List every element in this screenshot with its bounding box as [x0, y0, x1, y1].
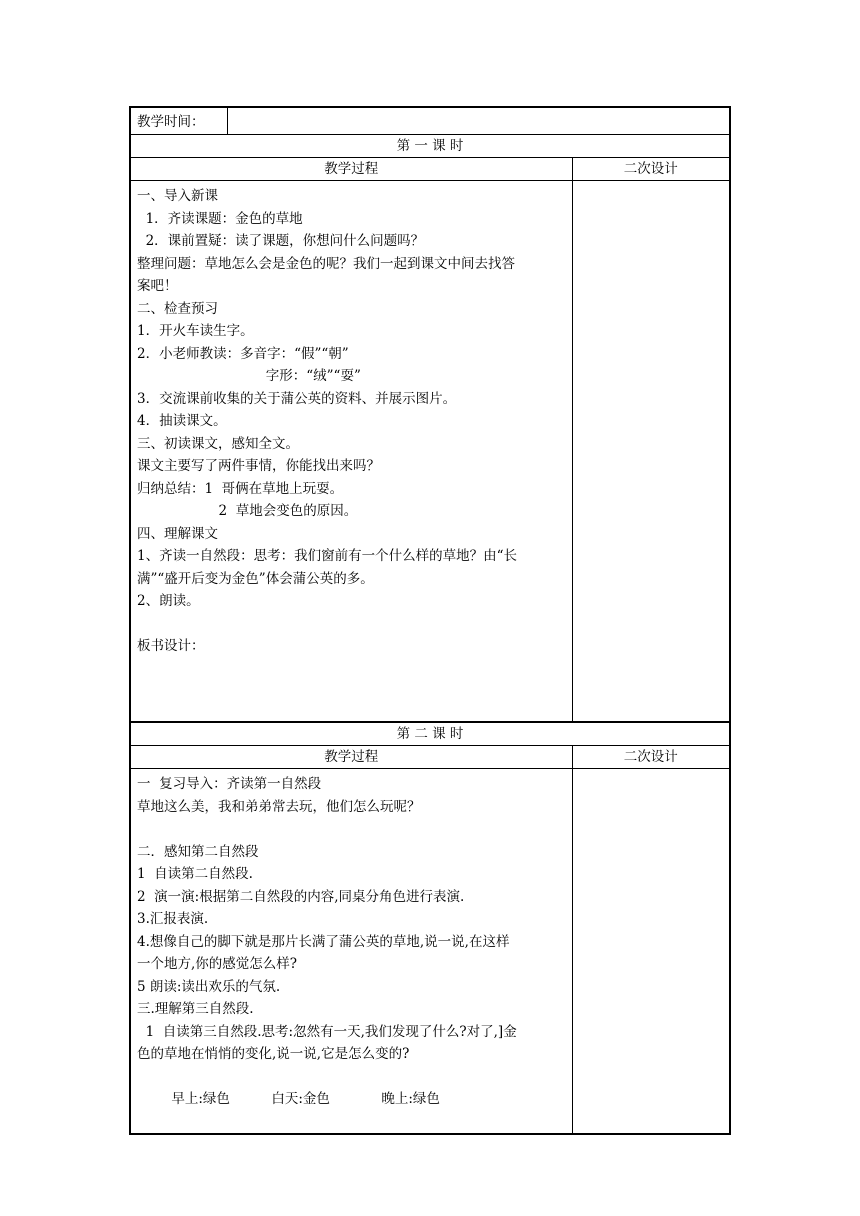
lesson1-process-line: 一、导入新课	[137, 188, 218, 204]
lesson2-process-line: 1 自读第三自然段.思考:忽然有一天,我们发现了什么?对了,]金	[137, 1023, 517, 1040]
lesson1-header-row	[130, 158, 730, 181]
lesson1-process-line: 1．齐读课题：金色的草地	[137, 210, 303, 227]
lesson2-design-cell	[572, 769, 730, 1135]
lesson1-design-cell	[572, 181, 730, 723]
lesson2-col-design: 二次设计	[572, 746, 730, 769]
lesson2-process-lines	[137, 773, 566, 1066]
lesson1-process-line: 1、齐读一自然段：思考：我们窗前有一个什么样的草地？由“长	[137, 548, 517, 564]
lesson2-title: 第 二 课 时	[130, 722, 730, 746]
lesson1-process-line: 4．抽读课文。	[137, 413, 227, 429]
time-night: 晚上:绿色	[381, 1091, 440, 1107]
lesson1-title: 第 一 课 时	[130, 135, 730, 158]
teaching-time-label: 教学时间：	[130, 107, 227, 135]
lesson1-process-line: 课文主要写了两件事情，你能找出来吗？	[137, 458, 380, 474]
lesson2-process-line: 5 朗读:读出欢乐的气氛.	[137, 978, 281, 995]
lesson2-process-line: 3.汇报表演.	[137, 911, 209, 927]
lesson1-process-line: 2．课前置疑：读了课题，你想问什么问题吗？	[137, 233, 425, 249]
lesson2-body-row	[130, 769, 730, 1135]
lesson1-process-line: 2、朗读。	[137, 593, 200, 609]
lesson-plan-table	[129, 106, 731, 1135]
time-day: 白天:金色	[271, 1091, 330, 1107]
lesson1-col-process: 教学过程	[130, 158, 572, 181]
lesson2-process-line: 4.想像自己的脚下就是那片长满了蒲公英的草地,说一说,在这样	[137, 933, 510, 950]
lesson1-process-line: 三、初读课文，感知全文。	[137, 435, 299, 452]
lesson1-body-row	[130, 181, 730, 723]
lesson2-time-line	[137, 1066, 566, 1134]
lesson2-process-line: 2 演一演:根据第二自然段的内容,同桌分角色进行表演.	[137, 888, 465, 905]
time-morning: 早上:绿色	[171, 1091, 230, 1107]
lesson1-process-line: 案吧！	[137, 278, 178, 294]
lesson1-process-line	[137, 613, 566, 636]
lesson2-process-line: 三.理解第三自然段.	[137, 1001, 254, 1017]
lesson1-process-line: 二、检查预习	[137, 300, 218, 317]
lesson2-header-row	[130, 746, 730, 769]
lesson1-process-line: 归纳总结：1 哥俩在草地上玩耍。	[137, 480, 344, 497]
lesson1-col-design: 二次设计	[572, 158, 730, 181]
lesson2-process-line: 二．感知第二自然段	[137, 843, 259, 860]
lesson2-process-line	[137, 818, 566, 841]
lesson1-process-line: 四、理解课文	[137, 525, 218, 542]
lesson2-col-process: 教学过程	[130, 746, 572, 769]
lesson1-title-row	[130, 135, 730, 158]
lesson1-process-line: 2．小老师教读：多音字：“假”“朝”	[137, 345, 349, 362]
lesson1-process-line: 板书设计：	[137, 638, 205, 654]
lesson1-process-lines	[137, 185, 566, 658]
lesson1-process-line: 满”“盛开后变为金色”体会蒲公英的多。	[137, 570, 374, 587]
lesson2-process-cell	[130, 769, 572, 1135]
teaching-time-row	[130, 107, 730, 135]
teaching-time-value	[227, 107, 730, 135]
lesson1-process-line: 1．开火车读生字。	[137, 323, 254, 339]
lesson1-process-line: 整理问题：草地怎么会是金色的呢？我们一起到课文中间去找答	[137, 255, 515, 272]
lesson2-process-line: 色的草地在悄悄的变化,说一说,它是怎么变的?	[137, 1046, 410, 1062]
lesson1-process-line: 2 草地会变色的原因。	[137, 503, 358, 519]
lesson2-process-line: 一个地方,你的感觉怎么样?	[137, 956, 298, 972]
lesson2-title-row	[130, 722, 730, 746]
lesson1-process-cell	[130, 181, 572, 723]
lesson2-process-line: 草地这么美，我和弟弟常去玩，他们怎么玩呢？	[137, 798, 421, 815]
lesson2-process-line: 一 复习导入：齐读第一自然段	[137, 776, 322, 792]
lesson1-process-line: 字形：“绒”“耍”	[137, 368, 361, 384]
lesson2-process-line: 1 自读第二自然段.	[137, 866, 253, 882]
lesson1-process-line: 3．交流课前收集的关于蒲公英的资料、并展示图片。	[137, 390, 457, 407]
